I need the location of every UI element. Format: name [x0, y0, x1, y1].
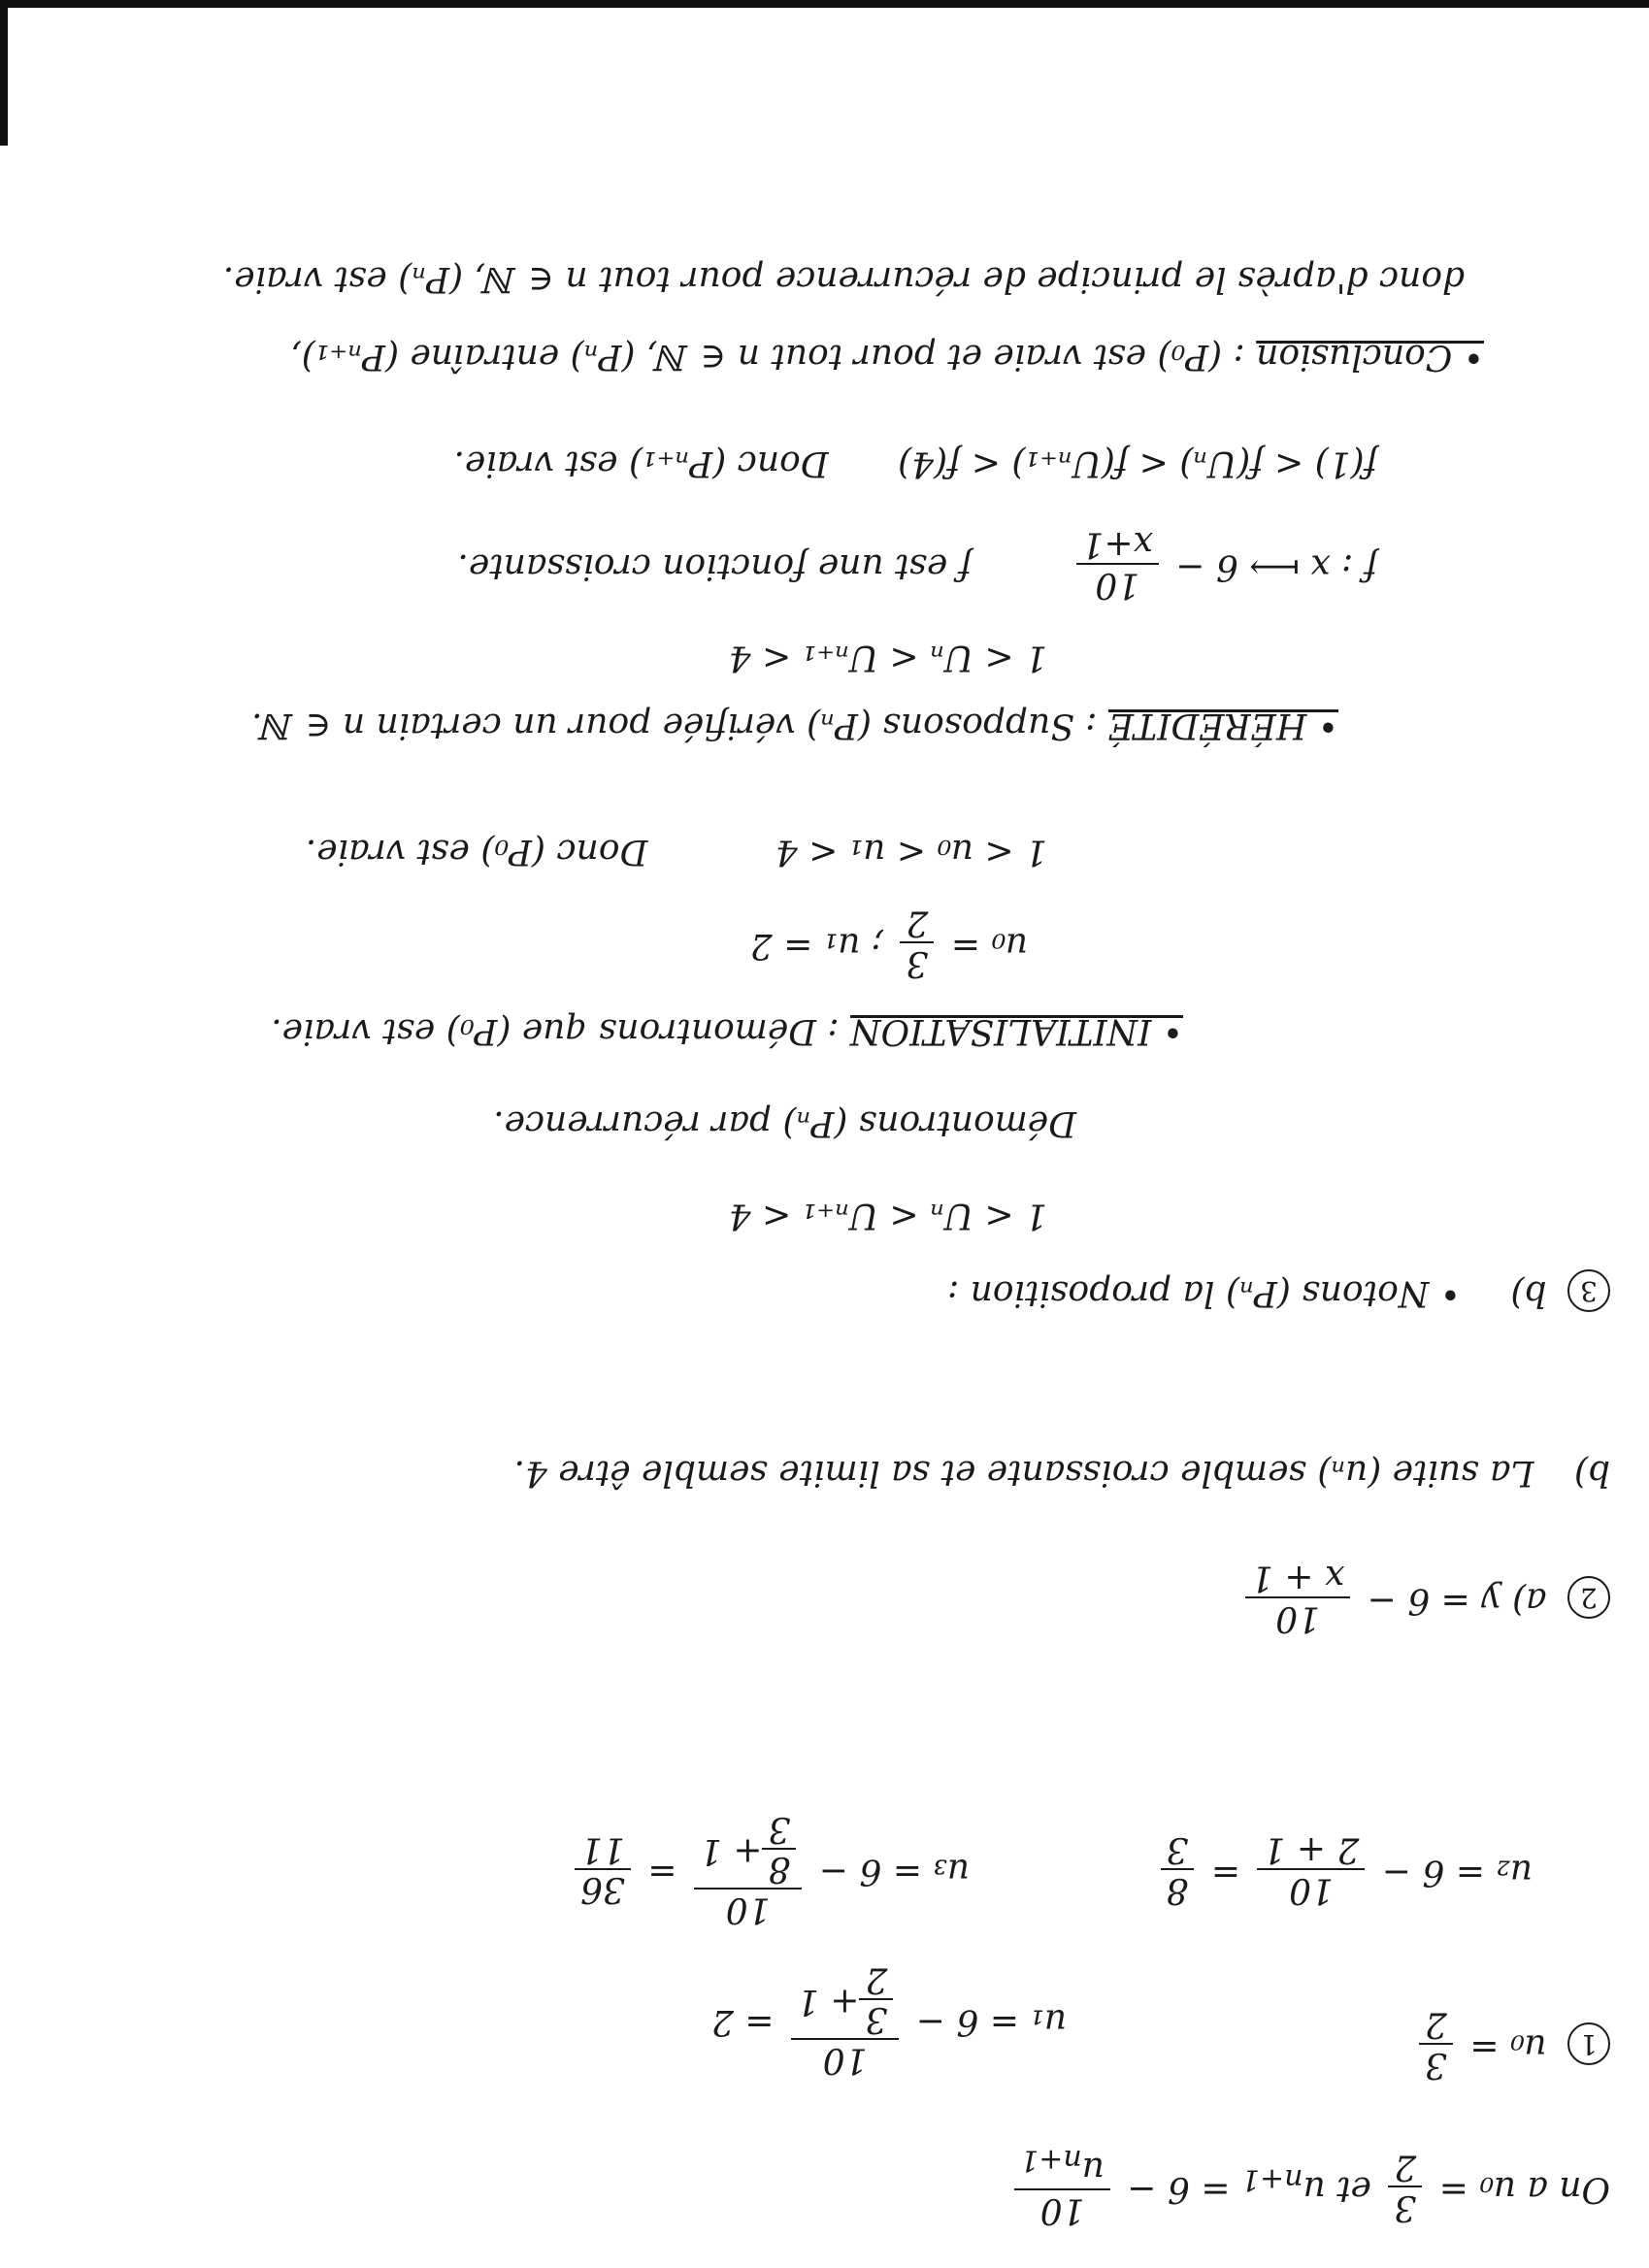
q1-intro-fraction: 3 2 [1388, 2148, 1422, 2226]
q1-u2-line: u₂ = 6 − 10 2 + 1 = 8 3 [1155, 1830, 1533, 1909]
q3-heredite-f-fraction: 10 x+1 [1076, 525, 1159, 604]
q3-init-u0-fraction: 3 2 [900, 904, 934, 982]
q3-heredite: • HÉRÉDITÉ : Supposons (Pₙ) vérifiée pour un certain n ∈ ℕ. [251, 706, 1338, 745]
q3-number: 3 [1567, 1269, 1610, 1312]
q1-intro-text-a: On a u₀ = [1438, 2169, 1610, 2210]
q1-u2-result: 8 3 [1161, 1830, 1195, 1909]
q1-intro-text-c: = 6 − [1127, 2169, 1231, 2210]
q2-b-line: b) La suite (uₙ) semble croissante et sa limite semble être 4. [513, 1453, 1610, 1493]
q1-u1-line: u₁ = 6 − 10 3 2 + 1 = 2 [710, 1958, 1067, 2080]
q1-number: 1 [1567, 2022, 1610, 2065]
q1-u3-result: 36 11 [575, 1829, 631, 1908]
q3-init-values: u₀ = 3 2 ; u₁ = 2 [749, 903, 1028, 983]
q1-u1-fraction: 10 3 2 + 1 [791, 1959, 899, 2079]
q3-proposition: 1 < Uₙ < Uₙ₊₁ < 4 [728, 1196, 1047, 1235]
q3-notons-line: 3 b) • Notons (Pₙ) la proposition : [947, 1269, 1610, 1312]
q3-initialisation: • INITIALISATION : Démontrons que (P₀) est vraie. [271, 1011, 1183, 1051]
q1-u3-line: u₃ = 6 − 10 8 3 + 1 = 36 11 [569, 1809, 970, 1928]
q1-u0-line: 1 u₀ = 3 2 [1413, 2005, 1610, 2084]
q1-u2-fraction: 10 2 + 1 [1258, 1830, 1366, 1909]
q3-conclusion: • Conclusion : (P₀) est vraie et pour tout n ∈ ℕ, (Pₙ) entraîne (Pₙ₊₁), [290, 337, 1484, 377]
q1-intro-text-b: et u [1303, 2169, 1371, 2210]
q3-init-inequality: 1 < u₀ < u₁ < 4 Donc (P₀) est vraie. [305, 832, 1047, 871]
q2-a-fraction: 10 x + 1 [1245, 1559, 1350, 1637]
q3-heredite-f-inequality: f(1) < f(Uₙ) < f(Uₙ₊₁) < f(4) Donc (Pₙ₊₁) est vraie. [453, 444, 1377, 483]
q3-heredite-inequality: 1 < Uₙ < Uₙ₊₁ < 4 [728, 638, 1047, 677]
q3-demontrons: Démontrons (Pₙ) par récurrence. [493, 1103, 1076, 1143]
q3-heredite-function: f : x ⟼ 6 − 10 x+1 f est une fonction croissante. [457, 524, 1377, 605]
q1-recurrence-fraction: 10 $u_{n+1}$ [1014, 2144, 1110, 2229]
q1-u3-fraction: 10 8 3 + 1 [694, 1809, 802, 1928]
q1-intro: On a u₀ = 3 2 et $u_{n+1} = 6$ − 10 $u_{n+1}$ [1008, 2144, 1610, 2229]
q1-u0-fraction: 3 2 [1419, 2005, 1453, 2084]
q2-number: 2 [1567, 1576, 1610, 1619]
q2-a-line: 2 a) y = 6 − 10 x + 1 [1239, 1559, 1610, 1637]
q3-conclusion-2: donc d'après le principe de récurrence pour tout n ∈ ℕ, (Pₙ) est vraie. [222, 259, 1465, 299]
